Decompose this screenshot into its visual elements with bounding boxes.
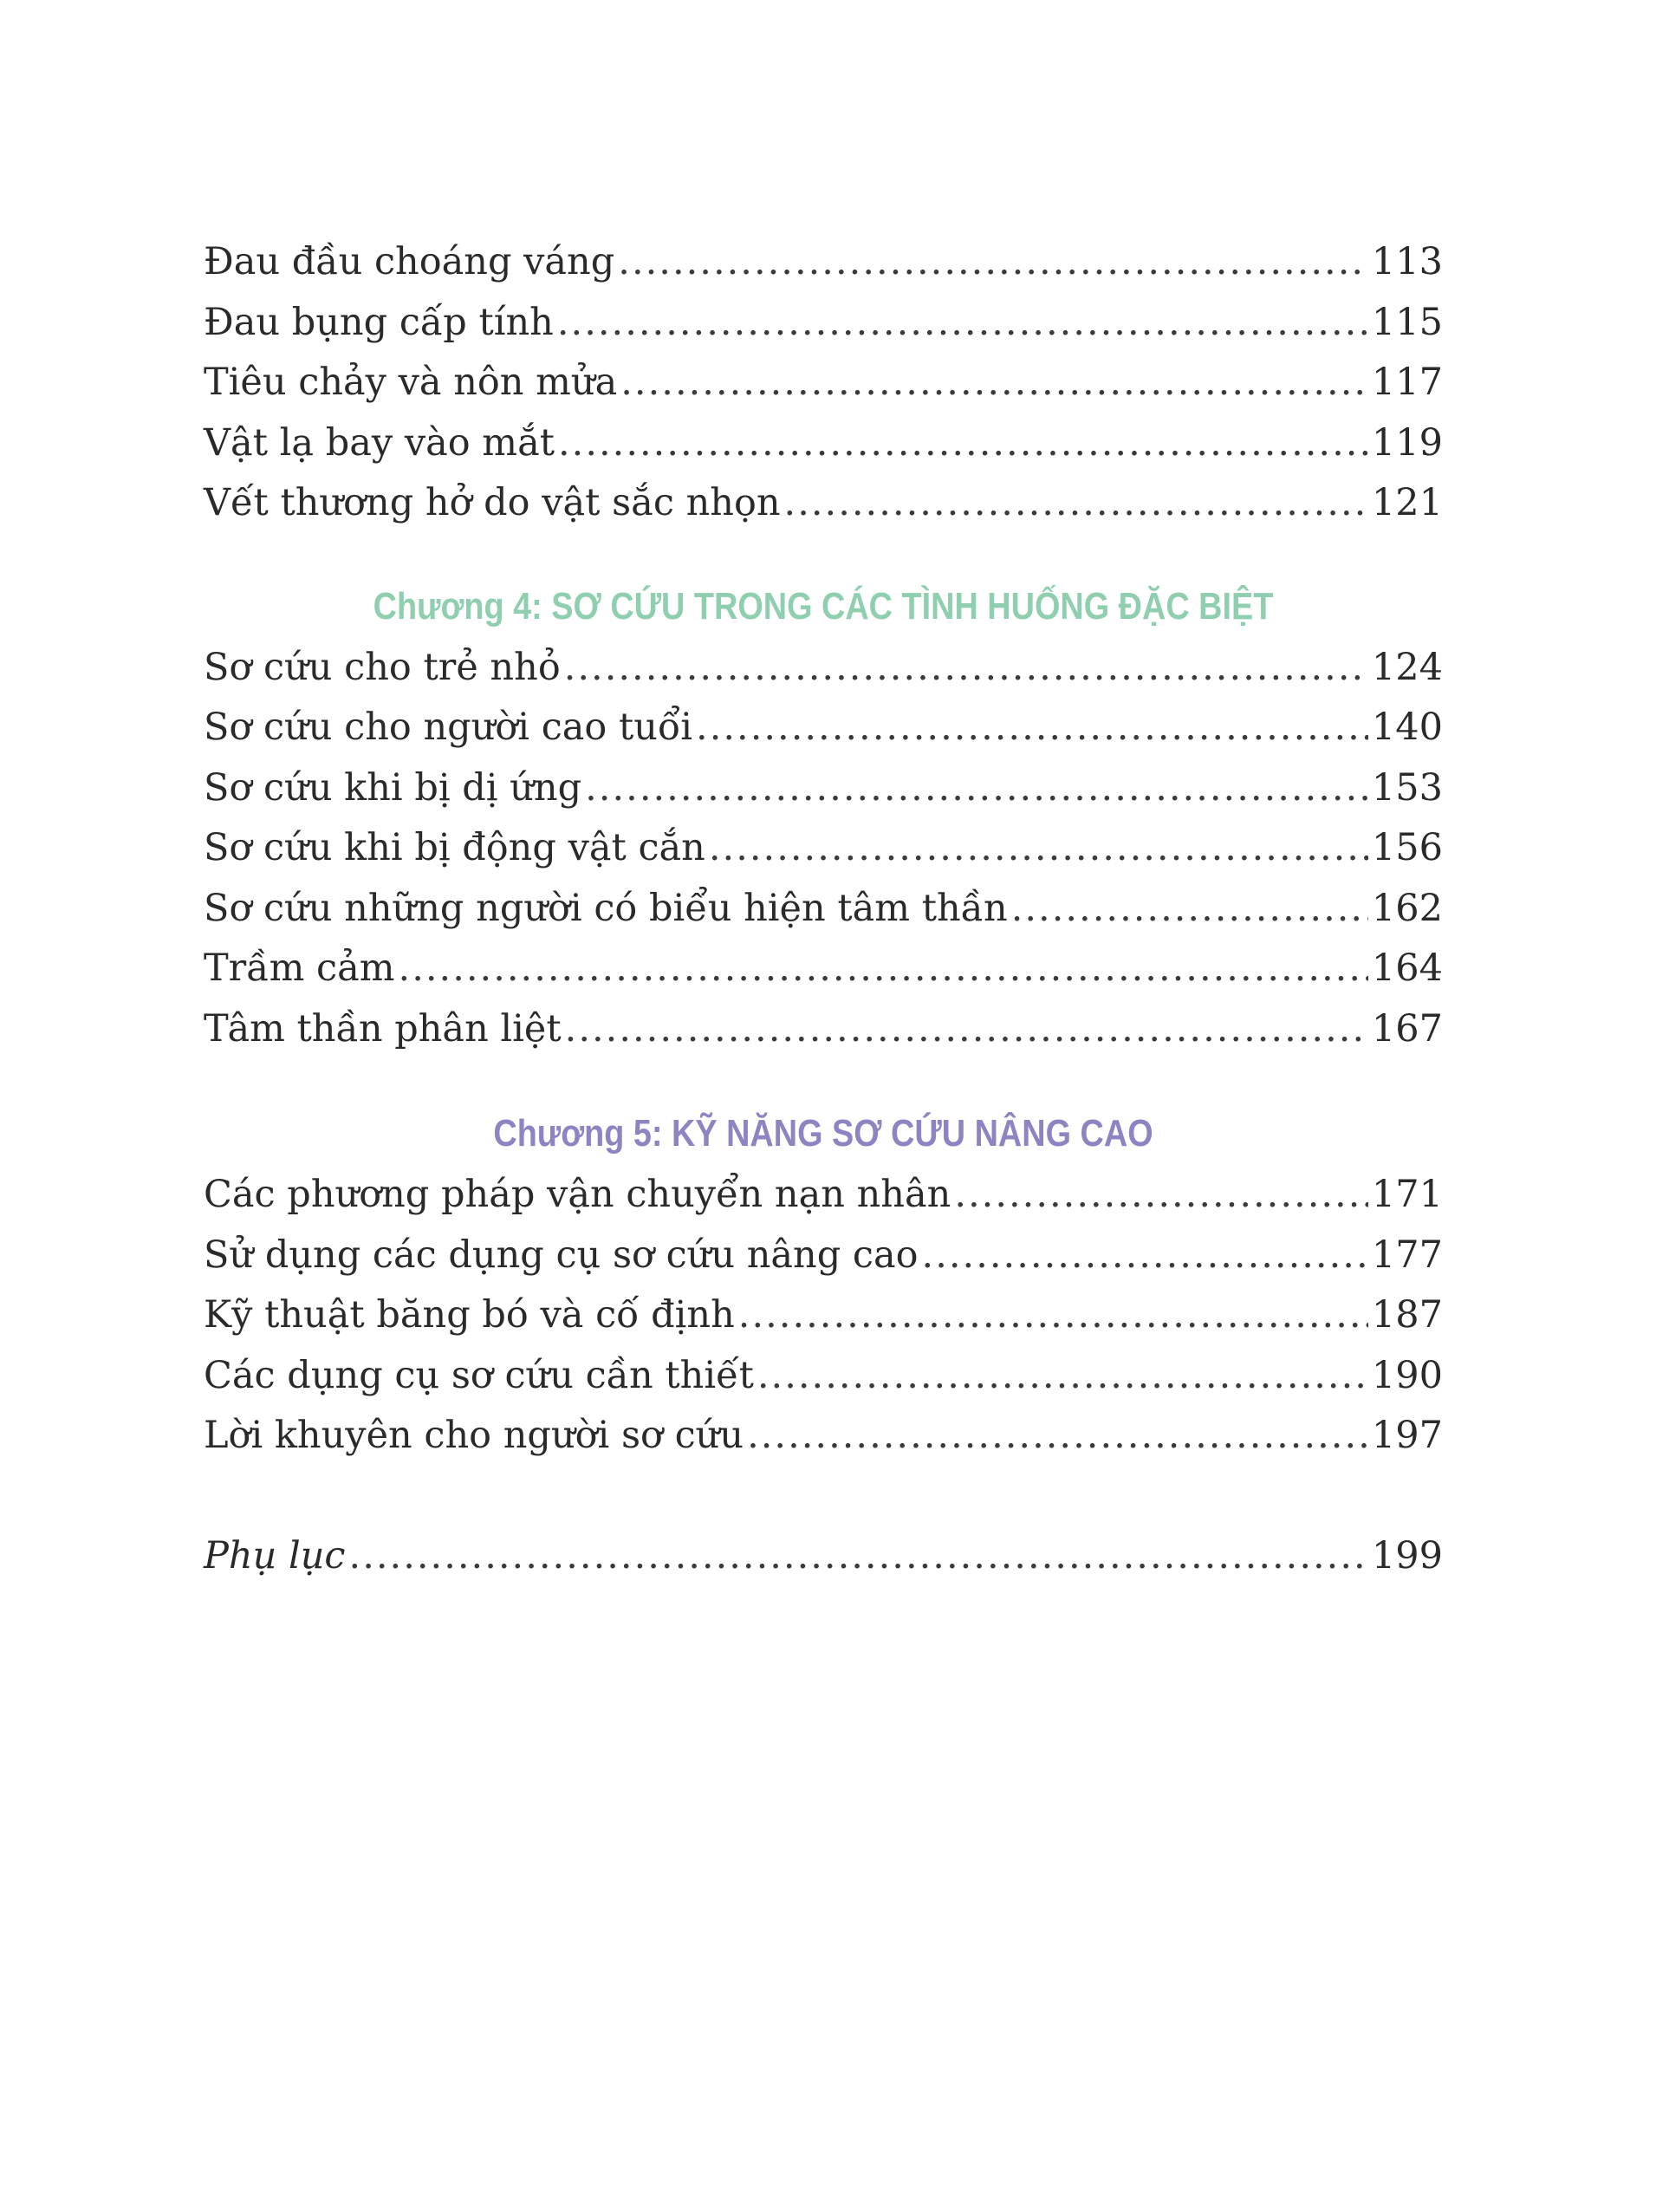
- toc-dot-leader: [709, 818, 1368, 879]
- toc-dot-leader: [922, 1226, 1368, 1286]
- toc-entry-page: 140: [1371, 706, 1443, 749]
- toc-entry[interactable]: [204, 232, 1443, 293]
- toc-entry-page: 119: [1371, 420, 1443, 465]
- toc-entry-title: Các phương pháp vận chuyển nạn nhân: [204, 1173, 951, 1216]
- toc-entry-title: Vết thương hở do vật sắc nhọn: [204, 481, 781, 524]
- toc-entry-page: 164: [1371, 947, 1443, 990]
- toc-entry-page: 117: [1371, 361, 1443, 404]
- toc-dot-leader: [557, 293, 1368, 354]
- chapter-5-heading[interactable]: Chương 5: KỸ NĂNG SƠ CỨU NÂNG CAO: [493, 1112, 1153, 1155]
- toc-entry[interactable]: [204, 353, 1443, 413]
- toc-entry[interactable]: [204, 999, 1443, 1060]
- toc-entry-page: 162: [1371, 886, 1443, 930]
- toc-entry[interactable]: [204, 698, 1443, 758]
- toc-dot-leader: [1011, 879, 1368, 940]
- toc-entry-title: Sơ cứu khi bị dị ứng: [204, 765, 582, 810]
- toc-chapter-5: [204, 1103, 1443, 1467]
- spacer: [204, 534, 1443, 576]
- toc-entry-title: Sơ cứu những người có biểu hiện tâm thần: [204, 886, 1008, 930]
- toc-entry[interactable]: [204, 473, 1443, 534]
- toc-chapter-4: [204, 576, 1443, 1060]
- toc-entry-page: 121: [1371, 481, 1443, 524]
- toc-entry-page: 113: [1371, 240, 1443, 283]
- toc-entry-page: 153: [1371, 765, 1443, 810]
- toc-entry-title: Đau đầu choáng váng: [204, 240, 615, 283]
- toc-entry-appendix[interactable]: [204, 1526, 1443, 1587]
- chapter-4-heading[interactable]: Chương 4: SƠ CỨU TRONG CÁC TÌNH HUỐNG ĐẶC BIỆT: [373, 584, 1274, 628]
- spacer: [204, 1467, 1443, 1526]
- toc-entry[interactable]: [204, 818, 1443, 879]
- toc-entry[interactable]: [204, 879, 1443, 940]
- toc-entry-page: 156: [1371, 826, 1443, 869]
- toc-entry[interactable]: [204, 939, 1443, 999]
- toc-dot-leader: [747, 1406, 1368, 1467]
- toc-entry-page: 190: [1371, 1353, 1443, 1397]
- toc-entry-title: Sơ cứu cho trẻ nhỏ: [204, 645, 561, 689]
- toc-entry-page: 171: [1371, 1173, 1443, 1216]
- toc-entry-title: Tiêu chảy và nôn mửa: [204, 361, 618, 404]
- toc-dot-leader: [757, 1346, 1368, 1407]
- toc-dot-leader: [565, 999, 1368, 1060]
- toc-entry[interactable]: [204, 1226, 1443, 1286]
- toc-dot-leader: [399, 939, 1368, 999]
- toc-entry-title: Đau bụng cấp tính: [204, 300, 554, 344]
- toc-entry[interactable]: [204, 413, 1443, 474]
- toc-section-continued: [204, 232, 1443, 534]
- toc-entry[interactable]: [204, 1406, 1443, 1467]
- toc-dot-leader: [349, 1526, 1368, 1587]
- spacer: [204, 1059, 1443, 1103]
- toc-entry-title: Tâm thần phân liệt: [204, 1006, 562, 1051]
- toc-entry-title: Trầm cảm: [204, 947, 395, 990]
- toc-entry[interactable]: [204, 758, 1443, 819]
- toc-dot-leader: [784, 473, 1368, 534]
- toc-entry[interactable]: [204, 293, 1443, 354]
- toc-entry-title: Kỹ thuật băng bó và cố định: [204, 1293, 735, 1337]
- toc-dot-leader: [618, 232, 1368, 293]
- toc-entry-page: 197: [1371, 1414, 1443, 1457]
- toc-entry[interactable]: [204, 1285, 1443, 1346]
- toc-entry-page: 124: [1371, 645, 1443, 689]
- toc-entry-title: Vật lạ bay vào mắt: [204, 420, 555, 465]
- toc-entry-page: 177: [1371, 1233, 1443, 1277]
- toc-entry[interactable]: [204, 1165, 1443, 1226]
- toc-dot-leader: [954, 1165, 1368, 1226]
- toc-entry-title: Lời khuyên cho người sơ cứu: [204, 1414, 744, 1457]
- toc-entry-page: 167: [1371, 1006, 1443, 1051]
- toc-dot-leader: [585, 758, 1368, 819]
- toc-dot-leader: [738, 1285, 1368, 1346]
- toc-entry-title: Các dụng cụ sơ cứu cần thiết: [204, 1353, 754, 1397]
- toc-entry-title: Sơ cứu khi bị động vật cắn: [204, 826, 705, 869]
- toc-entry-title: Phụ lục: [204, 1533, 346, 1578]
- toc-entry-page: 199: [1371, 1533, 1443, 1578]
- toc-dot-leader: [696, 698, 1368, 758]
- toc-entry-page: 187: [1371, 1293, 1443, 1337]
- table-of-contents: [204, 232, 1443, 1586]
- toc-entry[interactable]: [204, 638, 1443, 699]
- toc-entry-title: Sơ cứu cho người cao tuổi: [204, 706, 693, 749]
- toc-dot-leader: [558, 413, 1368, 474]
- toc-dot-leader: [564, 638, 1368, 699]
- toc-entry-page: 115: [1371, 300, 1443, 344]
- toc-dot-leader: [620, 353, 1368, 413]
- toc-entry-title: Sử dụng các dụng cụ sơ cứu nâng cao: [204, 1233, 919, 1277]
- toc-entry[interactable]: [204, 1346, 1443, 1407]
